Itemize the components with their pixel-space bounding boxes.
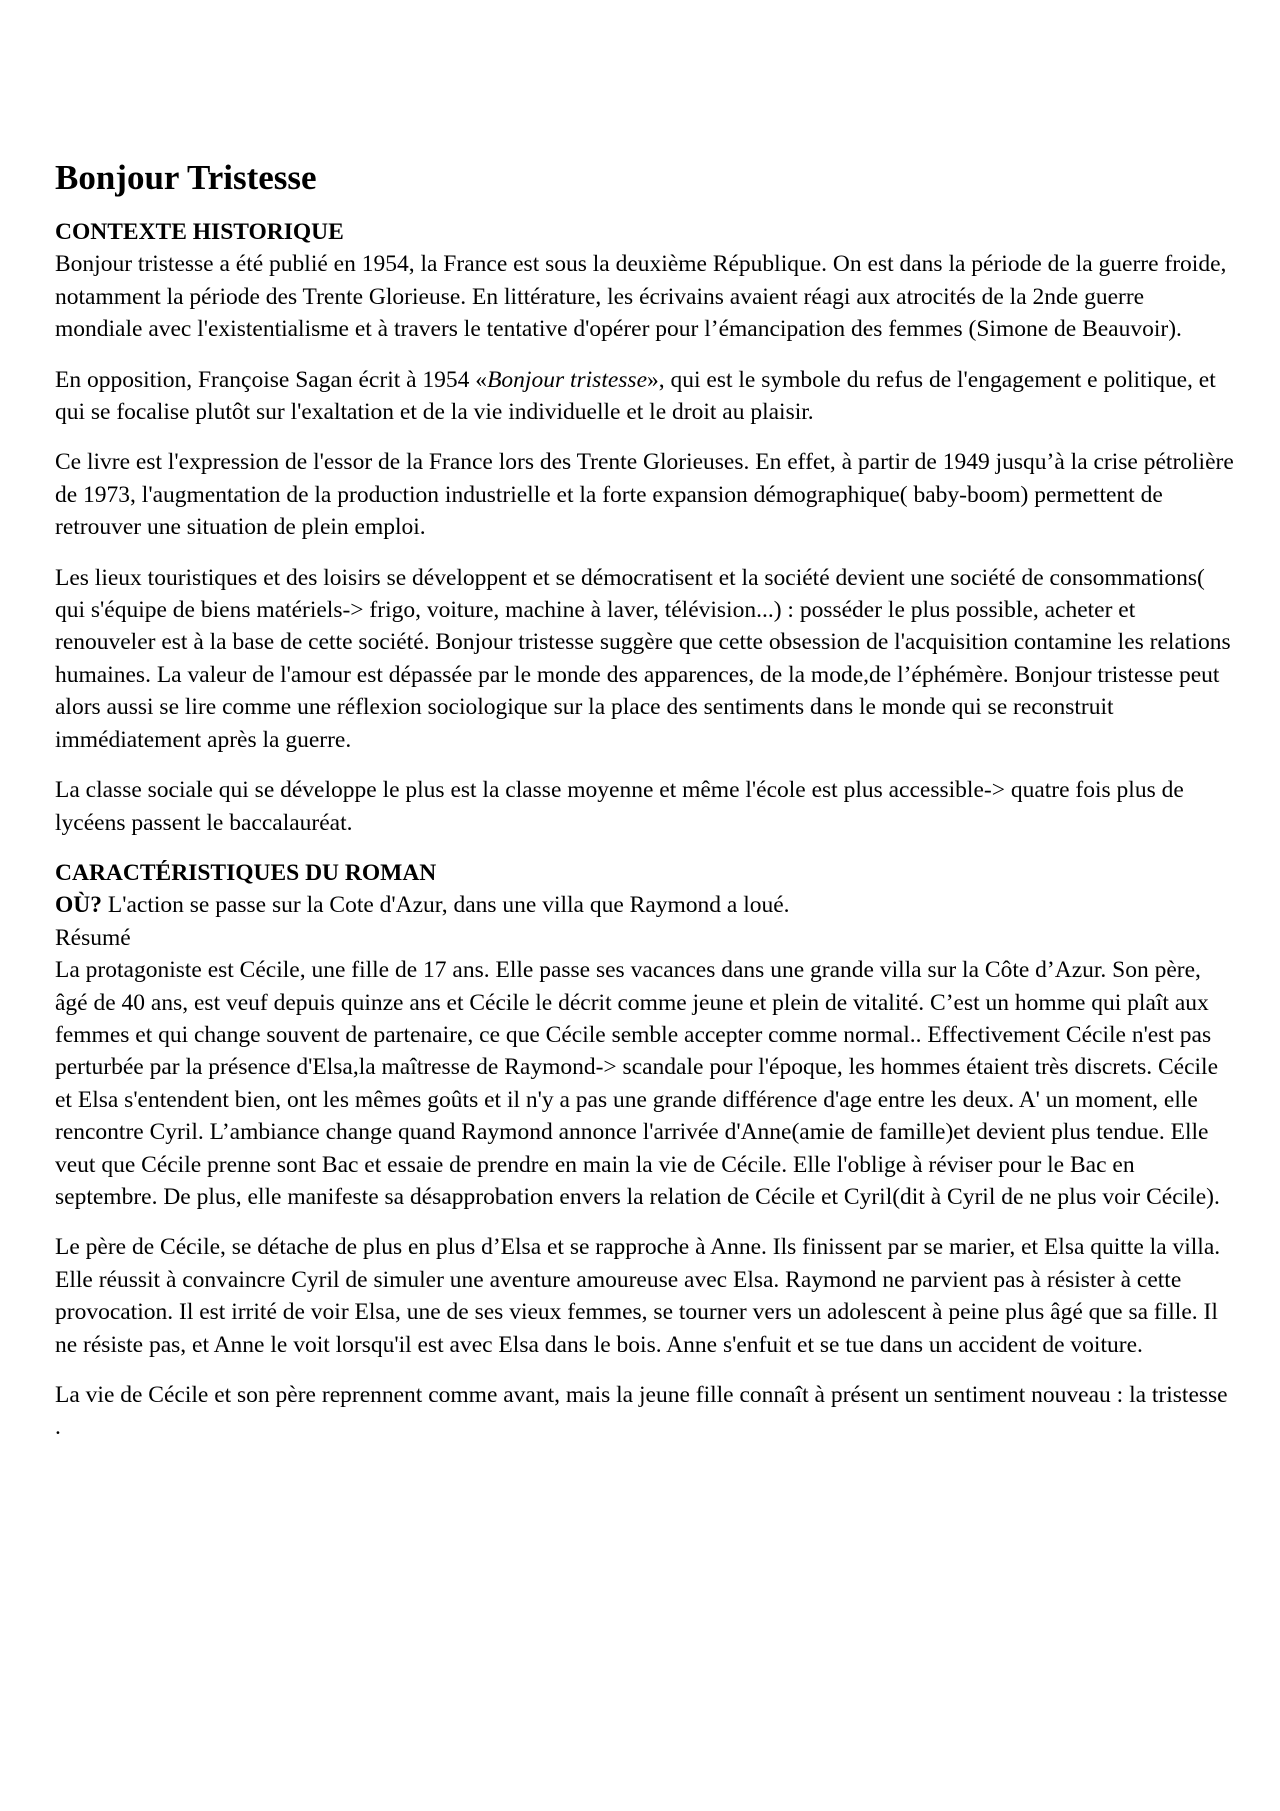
text-span: En opposition, Françoise Sagan écrit à 1954 « bbox=[55, 366, 488, 393]
paragraph: Les lieux touristiques et des loisirs se développent et se démocratisent et la société devient une société de consommations( qui s'équipe de biens matériels-> frigo, voiture, machine à laver, télévision...) : posséder le plus possible, acheter et renouveler est à la base de cette société. Bonjour tristesse suggère que cette obsession de l'acquisition contamine les relations humaines. La valeur de l'amour est dépassée par le monde des apparences, de la mode,de l’éphémère. Bonjour tristesse peut alors aussi se lire comme une réflexion sociologique sur la place des sentiments dans le monde qui se reconstruit immédiatement après la guerre. bbox=[55, 564, 1231, 753]
document-title: Bonjour Tristesse bbox=[55, 158, 317, 197]
section-heading-contexte: CONTEXTE HISTORIQUE bbox=[55, 219, 344, 245]
document-page bbox=[55, 156, 1235, 1462]
paragraph-where bbox=[55, 889, 1235, 921]
resume-label: Résumé bbox=[55, 924, 131, 951]
section-caracteristiques bbox=[55, 857, 1235, 1444]
text-span: », qui est le symbole du refus de l'engagement e politique, et qui se focalise plutôt sur l'exaltation et de la vie individuelle et le droit au plaisir. bbox=[55, 366, 1216, 426]
book-title-italic: Bonjour tristesse bbox=[487, 366, 647, 393]
paragraph: La classe sociale qui se développe le plus est la classe moyenne et même l'école est plus accessible-> quatre fois plus de lycéens passent le baccalauréat. bbox=[55, 777, 1184, 836]
paragraph: Elle réussit à convaincre Cyril de simuler une aventure amoureuse avec Elsa. Raymond ne parvient pas à résister à cette provocation. Il est irrité de voir Elsa, une de ses vieux femmes, se tourner vers un adolescent à peine plus âgé que sa fille. Il ne résiste pas, et Anne le voit lorsqu'il est avec Elsa dans le bois. Anne s'enfuit et se tue dans un accident de voiture. bbox=[55, 1266, 1218, 1358]
paragraph: La protagoniste est Cécile, une fille de 17 ans. Elle passe ses vacances dans une grande villa sur la Côte d’Azur. Son père, âgé de 40 ans, est veuf depuis quinze ans et Cécile le décrit comme jeune et plein de vitalité. C’est un homme qui plaît aux femmes et qui change souvent de partenaire, ce que Cécile semble accepter comme normal.. Effectivement Cécile n'est pas perturbée par la présence d'Elsa,la maîtresse de Raymond-> scandale pour l'époque, les hommes étaient très discrets. Cécile et Elsa s'entendent bien, ont les mêmes goûts et il n'y a pas une grande différence d'age entre les deux. A' un moment, elle rencontre Cyril. L’ambiance change quand Raymond annonce l'arrivée d'Anne(amie de famille)et devient plus tendue. Elle veut que Cécile prenne sont Bac et essaie de prendre en main la vie de Cécile. Elle l'oblige à réviser pour le Bac en septembre. De plus, elle manifeste sa désapprobation envers la relation de Cécile et Cyril(dit à Cyril de ne plus voir Cécile). bbox=[55, 957, 1220, 1210]
section-heading-caracteristiques: CARACTÉRISTIQUES DU ROMAN bbox=[55, 859, 437, 886]
where-label: OÙ? bbox=[55, 892, 102, 919]
paragraph: Ce livre est l'expression de l'essor de la France lors des Trente Glorieuses. En effet, à partir de 1949 jusqu’à la crise pétrolière de 1973, l'augmentation de la production industrielle et la forte expansion démographique( baby-boom) permettent de retrouver une situation de plein emploi. bbox=[55, 449, 1234, 541]
paragraph: La vie de Cécile et son père reprennent comme avant, mais la jeune fille connaît à présent un sentiment nouveau : la tristesse . bbox=[55, 1382, 1228, 1441]
paragraph bbox=[55, 364, 1235, 429]
where-text: L'action se passe sur la Cote d'Azur, dans une villa que Raymond a loué. bbox=[102, 892, 790, 919]
section-contexte-historique bbox=[55, 216, 1235, 839]
paragraph: Le père de Cécile, se détache de plus en plus d’Elsa et se rapproche à Anne. Ils finissent par se marier, et Elsa quitte la villa. bbox=[55, 1234, 1221, 1261]
paragraph: Bonjour tristesse a été publié en 1954, la France est sous la deuxième République. On est dans la période de la guerre froide, notamment la période des Trente Glorieuse. En littérature, les écrivains avaient réagi aux atrocités de la 2nde guerre mondiale avec l'existentialisme et à travers le tentative d'opérer pour l’émancipation des femmes (Simone de Beauvoir). bbox=[55, 251, 1227, 343]
